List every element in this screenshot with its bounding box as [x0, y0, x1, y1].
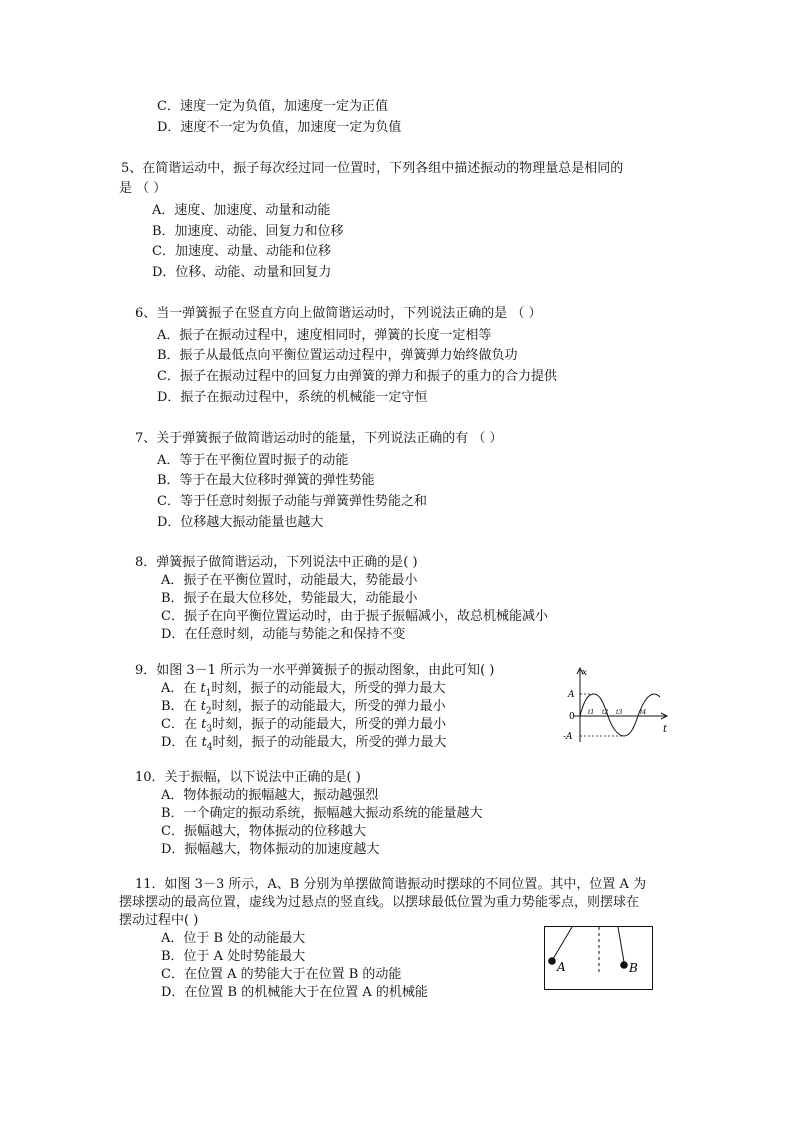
q5-stem: 5、在简谐运动中，振子每次经过同一位置时，下列各组中描述振动的物理量总是相同的 [121, 161, 624, 176]
tick-t3: t3 [616, 709, 623, 716]
q11-option-c: C．在位置 A 的势能大于在位置 B 的动能 [161, 967, 402, 982]
q7-option-d: D．位移越大振动能量也越大 [157, 515, 324, 530]
q4-option-c: C．速度一定为负值，加速度一定为正值 [157, 99, 388, 114]
q5-option-c: C．加速度、动量、动能和位移 [152, 244, 331, 259]
q8-option-a: A．振子在平衡位置时，动能最大，势能最小 [161, 573, 418, 588]
q7-stem: 7、关于弹簧振子做简谐运动时的能量，下列说法正确的有 （ ） [135, 431, 503, 446]
amplitude-label: A [568, 690, 575, 700]
q8-option-c: C．振子在向平衡位置运动时，由于振子振幅减小，故总机械能减小 [161, 609, 548, 624]
q10-option-b: B．一个确定的振动系统，振幅越大振动系统的能量越大 [161, 806, 483, 821]
q10-option-c: C．振幅越大，物体振动的位移越大 [161, 824, 366, 839]
q11-option-b: B．位于 A 处时势能最大 [161, 949, 306, 964]
ball-b [620, 961, 628, 969]
label-b: B [629, 961, 638, 975]
ball-a [548, 957, 556, 965]
q6-stem: 6、当一弹簧振子在竖直方向上做简谐运动时，下列说法正确的是 （ ） [135, 306, 542, 321]
q7-option-c: C．等于任意时刻振子动能与弹簧弹性势能之和 [157, 494, 427, 509]
x-axis-label: t [663, 724, 668, 735]
q9-option-d: D．在 $t_4$时刻，振子的动能最大，所受的弹力最大 [161, 735, 447, 753]
q10-option-d: D．振幅越大，物体振动的加速度越大 [161, 842, 380, 857]
string-b [618, 927, 624, 962]
q10-stem: 10．关于振幅，以下说法中正确的是( ) [135, 770, 361, 785]
y-axis-label: x [582, 668, 588, 678]
origin-label: 0 [569, 712, 575, 722]
q4-option-d: D．速度不一定为负值，加速度一定为负值 [157, 120, 402, 135]
pendulum-figure [544, 926, 654, 991]
tick-t1: t1 [588, 709, 595, 716]
q8-option-d: D．在任意时刻，动能与势能之和保持不变 [161, 627, 406, 642]
q6-option-a: A．振子在振动过程中，速度相同时，弹簧的长度一定相等 [157, 328, 492, 343]
q5-stem-cont: 是 （ ） [119, 181, 167, 196]
q8-stem: 8．弹簧振子做简谐运动，下列说法中正确的是( ) [135, 555, 418, 570]
q7-option-b: B．等于在最大位移时弹簧的弹性势能 [157, 473, 375, 488]
label-a: A [557, 960, 566, 974]
q7-option-a: A．等于在平衡位置时振子的动能 [157, 453, 349, 468]
q10-option-a: A．物体振动的振幅越大，振动越强烈 [161, 788, 379, 803]
q9-option-c: C．在 $t_3$时刻，振子的动能最大，所受的弹力最小 [161, 717, 447, 735]
q8-option-b: B．振子在最大位移处，势能最大，动能最小 [161, 591, 418, 606]
q11-option-a: A．位于 B 处的动能最大 [161, 931, 306, 946]
tick-t2: t2 [602, 709, 609, 716]
q9-option-a: A．在 $t_1$时刻，振子的动能最大，所受的弹力最大 [161, 681, 446, 699]
q6-option-d: D．振子在振动过程中，系统的机械能一定守恒 [157, 390, 428, 405]
neg-amplitude-label: -A [563, 732, 573, 742]
tick-t4: t4 [640, 709, 647, 716]
q11-stem: 11．如图 3－3 所示，A、B 分别为单摆做简谐振动时摆球的不同位置。其中，位置 A 为 [135, 877, 647, 892]
q9-option-b: B．在 $t_2$时刻，振子的动能最大，所受的弹力最小 [161, 699, 446, 717]
q11-option-d: D．在位置 B 的机械能大于在位置 A 的机械能 [161, 985, 428, 1000]
q11-stem-cont2: 摆动过程中( ) [119, 913, 199, 928]
q11-stem-cont1: 摆球摆动的最高位置，虚线为过悬点的竖直线。以摆球最低位置为重力势能零点，则摆球在 [119, 895, 640, 910]
q6-option-b: B．振子从最低点向平衡位置运动过程中，弹簧弹力始终做负功 [157, 348, 518, 363]
q5-option-a: A．速度、加速度、动量和动能 [152, 203, 331, 218]
vibration-graph-figure [560, 664, 672, 744]
q5-option-b: B．加速度、动能、回复力和位移 [152, 224, 344, 239]
q9-stem: 9．如图 3－1 所示为一水平弹簧振子的振动图象，由此可知( ) [135, 663, 495, 678]
string-a [553, 927, 572, 959]
q5-option-d: D．位移、动能、动量和回复力 [152, 265, 332, 280]
q6-option-c: C．振子在振动过程中的回复力由弹簧的弹力和振子的重力的合力提供 [157, 369, 557, 384]
